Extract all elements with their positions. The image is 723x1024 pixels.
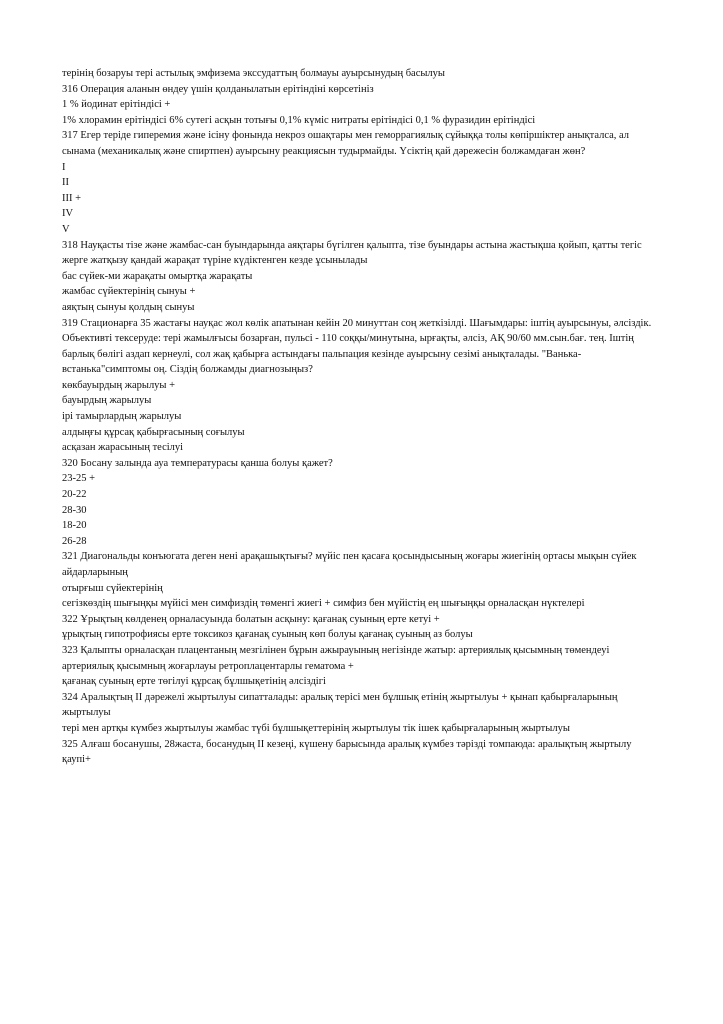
answer-option: алдыңғы құрсақ қабырғасының соғылуы	[62, 426, 245, 438]
answer-option: 28-30	[62, 504, 87, 516]
answer-option: сегізкөздің шығыңқы мүйісі мен симфиздің төменгі жиегі + симфиз бен мүйістің ең шығыңқы орналасқан нүктелері	[62, 598, 585, 610]
answer-option: бас сүйек-ми жарақаты омыртқа жарақаты	[62, 270, 253, 282]
question-323: 323 Қалыпты орналасқан плацентаның мезгілінен бұрын ажырауының негізінде жатыр: артериялық қысымның төмендеуі артериялық қысымның жоғарлауы ретроплацентарлы гематома +	[62, 644, 610, 672]
question-325: 325 Алғаш босанушы, 28жаста, босанудың II кезеңі, күшену барысында аралық күмбез тәрізді томпаюда: аралықтың жыртылу қаупі+	[62, 738, 632, 766]
answer-option: бауырдың жарылуы	[62, 395, 152, 407]
answer-option: көкбауырдың жарылуы +	[62, 379, 176, 391]
answer-option: отырғыш сүйектерінің	[62, 582, 163, 594]
answer-option: жамбас сүйектерінің сынуы +	[62, 286, 196, 298]
answer-option: ірі тамырлардың жарылуы	[62, 411, 182, 423]
answer-option: 1 % йодинат ерітіндісі +	[62, 99, 171, 111]
answer-option: III +	[62, 192, 82, 204]
answer-option: II	[62, 177, 69, 189]
question-317: 317 Егер теріде гиперемия және ісіну фонында некроз ошақтары мен геморрагиялық сұйыққа толы көпіршіктер анықталса, ал сынама (механикалық және спиртпен) ауырсыну реакциясын тудырмайды. Үсіктің қай дәрежесін болжамдаған жөн?	[62, 130, 630, 157]
question-320: 320 Босану залында ауа температурасы қанша болуы қажет?	[62, 457, 333, 469]
question-318: 318 Науқасты тізе және жамбас-сан буындарында аяқтары бүгілген қалыпта, тізе буындары астына жастықша қойып, қатты тегіс жерге жатқызу қандай жарақат түріне күдіктенген кезде ұсынылады	[62, 239, 642, 267]
answer-option: IV	[62, 208, 74, 220]
question-322: 322 Ұрықтың көлденең орналасуында болатын асқыну: қағанақ суының ерте кетуі +	[62, 613, 440, 625]
answer-option: 20-22	[62, 489, 87, 501]
question-321: 321 Диагональды конъюгата деген нені арақашықтығы? мүйіс пен қасаға қосындысының жоғары жиегінің ортасы мықын сүйек айдарларының	[62, 551, 637, 578]
answer-option: I	[62, 161, 66, 173]
answer-option: 23-25 +	[62, 473, 96, 485]
answer-option: 26-28	[62, 535, 87, 547]
answer-option: ұрықтың гипотрофиясы ерте токсикоз қағанақ суының көп болуы қағанақ суының аз болуы	[62, 629, 473, 641]
question-316: 316 Операция аланын өндеу үшін қолданылатын ерітіндіні көрсетініз	[62, 83, 374, 95]
answer-option: асқазан жарасының тесілуі	[62, 442, 184, 454]
answer-option: аяқтың сынуы қолдың сынуы	[62, 301, 195, 313]
answer-option: 1% хлорамин ерітіндісі 6% сутегі асқын тотығы 0,1% күміс нитраты ерітіндісі 0,1 % фуразидин ерітіндісі	[62, 114, 536, 126]
answer-option: 18-20	[62, 520, 87, 532]
answer-option: қағанақ суының ерте төгілуі құрсақ бұлшықетінің әлсіздігі	[62, 676, 326, 688]
question-324: 324 Аралықтың II дәрежелі жыртылуы сипатталады: аралық терісі мен бұлшық етінің жыртылуы + қынап қабырғаларының жыртылуы	[62, 691, 618, 719]
text-line: терінің бозаруы тері астылық эмфизема экссудаттың болмауы ауырсынудың басылуы	[62, 68, 445, 79]
answer-option: тері мен артқы күмбез жыртылуы жамбас түбі бұлшықеттерінің жыртылуы тік ішек қабырғаларының жыртылуы	[62, 722, 570, 734]
question-319: 319 Стационарға 35 жастағы науқас жол көлік апатынан кейін 20 минуттан соң жеткізілді. Шағымдары: іштің ауырсынуы, әлсіздік. Объективті тексеруде: тері жамылғысы бозарған, пульсі - 110 соққы/минутына, ырғақты, әлсіз, АҚ 90/60 мм.сын.бағ. тең. Іштің барлық бөлігі аздап кернеулі, сол жақ қабырға астындағы пальпация кезінде ауырсыну сезімі анықталады. "Ванька-встанька"симптомы оң. Сіздің болжамды диагнозыңыз?	[62, 317, 652, 376]
document-page	[62, 66, 662, 768]
answer-option: V	[62, 223, 70, 235]
